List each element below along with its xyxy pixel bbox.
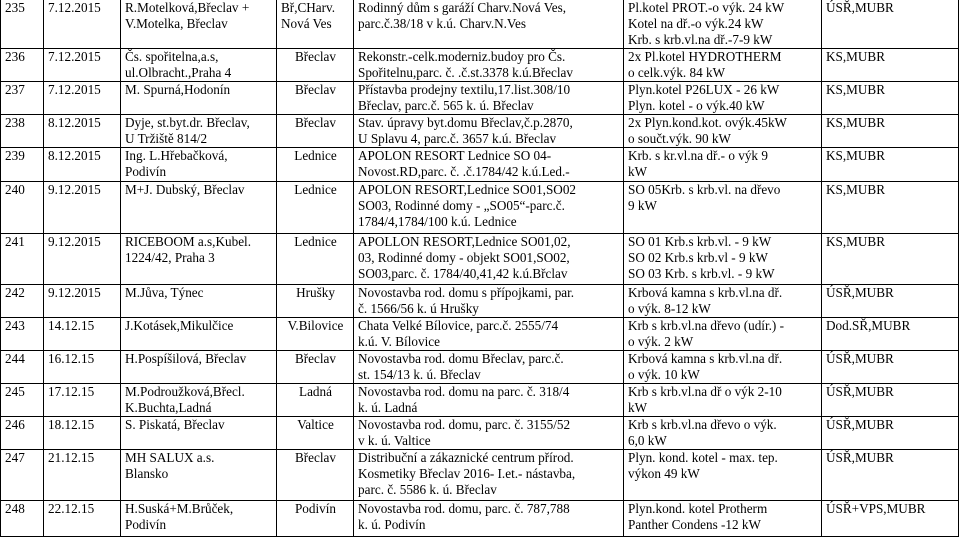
location-cell-line: Hrušky — [296, 285, 335, 300]
location-cell-line: Břeclav — [294, 351, 336, 366]
construction-cell-line: Distribuční a zákaznické centrum přírod. — [358, 450, 574, 465]
heat-source-cell — [624, 384, 822, 417]
record-number: 237 — [1, 82, 44, 115]
location-cell-line: Valtice — [297, 417, 334, 432]
heat-source-cell — [624, 148, 822, 182]
authority-cell: ÚSŘ,MUBR — [822, 450, 959, 501]
applicant-cell-line: 1224/42, Praha 3 — [125, 250, 215, 265]
heat-source-cell — [624, 450, 822, 501]
location-cell — [277, 501, 354, 537]
applicant-cell-line: M.Podroužková,Břecl. — [125, 384, 245, 399]
construction-cell — [354, 115, 624, 148]
table-row — [1, 115, 959, 148]
construction-cell — [354, 234, 624, 285]
construction-cell — [354, 182, 624, 234]
construction-cell-line: Přístavba prodejny textilu,17.list.308/10 — [358, 82, 571, 97]
applicant-cell-line: H.Suská+M.Brůček, — [125, 501, 234, 516]
table-row — [1, 351, 959, 384]
applicant-cell — [121, 182, 277, 234]
authority-cell: ÚSŘ,MUBR — [822, 417, 959, 450]
location-cell-line: Břeclav — [294, 450, 336, 465]
construction-cell-line: k. ú. Podivín — [358, 517, 426, 532]
heat-source-cell-line: SO 03 Krb. s krb.vl. - 9 kW — [628, 266, 775, 281]
construction-cell-line: Stav. úpravy byt.domu Břeclav,č.p.2870, — [358, 115, 573, 130]
table-row — [1, 234, 959, 285]
record-number: 241 — [1, 234, 44, 285]
location-cell — [277, 82, 354, 115]
applicant-cell-line: RICEBOOM a.s,Kubel. — [125, 234, 252, 249]
location-cell — [277, 351, 354, 384]
applicant-cell — [121, 234, 277, 285]
record-number: 245 — [1, 384, 44, 417]
location-cell-line: Podivín — [294, 501, 337, 516]
location-cell-line: Břeclav — [294, 49, 336, 64]
table-row — [1, 182, 959, 234]
applicant-cell-line: S. Piskatá, Břeclav — [125, 417, 225, 432]
heat-source-cell-line: Krbová kamna s krb.vl.na dř. — [628, 285, 783, 300]
location-cell — [277, 148, 354, 182]
applicant-cell-line: V.Motelka, Břeclav — [125, 16, 228, 31]
location-cell-line: Lednice — [294, 182, 337, 197]
heat-source-cell-line: Plyn.kotel P26LUX - 26 kW — [628, 82, 780, 97]
record-date: 18.12.15 — [44, 417, 121, 450]
applicant-cell-line: R.Motelková,Břeclav + — [125, 0, 250, 15]
construction-cell — [354, 82, 624, 115]
construction-cell-line: Spořitelnu,parc. č. .č.st.3378 k.ú.Břeclav — [358, 65, 573, 80]
applicant-cell-line: J.Kotásek,Mikulčice — [125, 318, 234, 333]
authority-cell: KS,MUBR — [822, 234, 959, 285]
construction-cell-line: 1784/4,1784/100 k.ú. Lednice — [358, 214, 517, 229]
heat-source-cell-line: SO 05Krb. s krb.vl. na dřevo — [628, 182, 781, 197]
heat-source-cell-line: výkon 49 kW — [628, 466, 700, 481]
record-number: 243 — [1, 318, 44, 351]
record-number: 247 — [1, 450, 44, 501]
construction-cell — [354, 0, 624, 49]
applicant-cell-line: M+J. Dubský, Břeclav — [125, 182, 245, 197]
location-cell — [277, 417, 354, 450]
record-number: 235 — [1, 0, 44, 49]
construction-cell-line: Rodinný dům s garáží Charv.Nová Ves, — [358, 0, 567, 15]
location-cell-line: Nová Ves — [281, 16, 332, 31]
heat-source-cell-line: kW — [628, 400, 648, 415]
construction-cell — [354, 49, 624, 82]
heat-source-cell-line: o výk. 10 kW — [628, 367, 700, 382]
location-cell — [277, 49, 354, 82]
applicant-cell-line: K.Buchta,Ladná — [125, 400, 212, 415]
applicant-cell-line: H.Pospíšilová, Břeclav — [125, 351, 247, 366]
construction-cell — [354, 285, 624, 318]
heat-source-cell — [624, 0, 822, 49]
authority-cell: ÚSŘ,MUBR — [822, 0, 959, 49]
construction-cell-line: SO03,parc. č. 1784/40,41,42 k.ú.Břclav — [358, 266, 568, 281]
table-row — [1, 384, 959, 417]
construction-cell — [354, 417, 624, 450]
construction-cell-line: SO03, Rodinné domy - „SO05“-parc.č. — [358, 198, 565, 213]
construction-cell-line: k. ú. Ladná — [358, 400, 418, 415]
heat-source-cell-line: Krb s krb.vl.na dřevo (udír.) - — [628, 318, 785, 333]
construction-cell-line: st. 154/13 k. ú. Břeclav — [358, 367, 481, 382]
construction-cell-line: Kosmetiky Břeclav 2016- I.et.- nástavba, — [358, 466, 576, 481]
applicant-cell-line: M. Spurná,Hodonín — [125, 82, 231, 97]
construction-cell-line: Novostavba rod. domu, parc. č. 787,788 — [358, 501, 570, 516]
location-cell-line: Lednice — [294, 148, 337, 163]
record-date: 22.12.15 — [44, 501, 121, 537]
heat-source-cell — [624, 351, 822, 384]
heat-source-cell-line: 2x Plyn.kond.kot. ovýk.45kW — [628, 115, 787, 130]
heat-source-cell — [624, 318, 822, 351]
heat-source-cell — [624, 501, 822, 537]
heat-source-cell-line: Krbová kamna s krb.vl.na dř. — [628, 351, 783, 366]
applicant-cell — [121, 0, 277, 49]
heat-source-cell-line: Krb. s kr.vl.na dř.- o výk 9 — [628, 148, 768, 163]
location-cell — [277, 384, 354, 417]
applicant-cell-line: ul.Olbracht.,Praha 4 — [125, 65, 232, 80]
heat-source-cell-line: SO 01 Krb.s krb.vl. - 9 kW — [628, 234, 772, 249]
heat-source-cell-line: Krb. s krb.vl.na dř.-7-9 kW — [628, 32, 773, 47]
location-cell-line: Bř,CHarv. — [281, 0, 336, 15]
construction-cell — [354, 450, 624, 501]
construction-cell-line: Novostavba rod. domu Břeclav, parc.č. — [358, 351, 564, 366]
applicant-cell-line: Blansko — [125, 466, 169, 481]
construction-cell — [354, 384, 624, 417]
heat-source-cell-line: Pl.kotel PROT.-o výk. 24 kW — [628, 0, 785, 15]
heat-source-cell-line: SO 02 Krb.s krb.vl - 9 kW — [628, 250, 768, 265]
construction-cell-line: U Splavu 4, parc.č. 3657 k.ú. Břeclav — [358, 131, 557, 146]
heat-source-cell-line: Krb s krb.vl.na dřevo o výk. — [628, 417, 777, 432]
applicant-cell — [121, 285, 277, 318]
authority-cell: ÚSŘ,MUBR — [822, 351, 959, 384]
heat-source-cell-line: Plyn.kond. kotel Protherm — [628, 501, 768, 516]
applicant-cell — [121, 501, 277, 537]
applicant-cell — [121, 82, 277, 115]
applicant-cell — [121, 384, 277, 417]
authority-cell: ÚSŘ,MUBR — [822, 384, 959, 417]
construction-cell-line: APOLON RESORT Lednice SO 04- — [358, 148, 552, 163]
table-row — [1, 148, 959, 182]
record-date: 7.12.2015 — [44, 82, 121, 115]
construction-cell-line: Novostavba rod. domu na parc. č. 318/4 — [358, 384, 570, 399]
heat-source-cell — [624, 182, 822, 234]
construction-cell — [354, 148, 624, 182]
applicant-cell — [121, 115, 277, 148]
authority-cell: Dod.SŘ,MUBR — [822, 318, 959, 351]
construction-cell-line: parc.č.38/18 v k.ú. Charv.N.Ves — [358, 16, 526, 31]
applicant-cell — [121, 417, 277, 450]
record-number: 240 — [1, 182, 44, 234]
location-cell — [277, 0, 354, 49]
heat-source-cell-line: Plyn. kond. kotel - max. tep. — [628, 450, 778, 465]
heat-source-cell — [624, 49, 822, 82]
construction-cell-line: Chata Velké Bílovice, parc.č. 2555/74 — [358, 318, 559, 333]
record-date: 17.12.15 — [44, 384, 121, 417]
applicant-cell-line: Podivín — [125, 164, 167, 179]
heat-source-cell — [624, 285, 822, 318]
applicant-cell-line: Čs. spořitelna,a.s, — [125, 49, 219, 64]
record-date: 8.12.2015 — [44, 148, 121, 182]
construction-cell — [354, 501, 624, 537]
construction-cell-line: 03, Rodinné domy - objekt SO01,SO02, — [358, 250, 570, 265]
location-cell-line: Ladná — [299, 384, 332, 399]
construction-cell — [354, 351, 624, 384]
record-date: 9.12.2015 — [44, 182, 121, 234]
heat-source-cell-line: o celk.výk. 84 kW — [628, 65, 726, 80]
authority-cell: KS,MUBR — [822, 82, 959, 115]
location-cell-line: V.Bilovice — [287, 318, 344, 333]
record-date: 9.12.2015 — [44, 234, 121, 285]
table-row — [1, 285, 959, 318]
heat-source-cell-line: o součt.výk. 90 kW — [628, 131, 731, 146]
applicant-cell-line: U Tržiště 814/2 — [125, 131, 208, 146]
heat-source-cell — [624, 417, 822, 450]
applicant-cell — [121, 351, 277, 384]
table-row — [1, 0, 959, 49]
authority-cell: KS,MUBR — [822, 115, 959, 148]
applicant-cell — [121, 318, 277, 351]
construction-cell-line: Novost.RD,parc. č. .č.1784/42 k.ú.Led.- — [358, 164, 570, 179]
record-date: 8.12.2015 — [44, 115, 121, 148]
record-date: 7.12.2015 — [44, 49, 121, 82]
location-cell-line: Břeclav — [294, 115, 336, 130]
applicant-cell-line: Ing. L.Hřebačková, — [125, 148, 228, 163]
heat-source-cell-line: Krb s krb.vl.na dř o výk 2-10 — [628, 384, 782, 399]
heat-source-cell-line: 2x Pl.kotel HYDROTHERM — [628, 49, 782, 64]
construction-cell-line: Novostavba rod. domu, parc. č. 3155/52 — [358, 417, 571, 432]
applicant-cell-line: Dyje, st.byt.dr. Břeclav, — [125, 115, 250, 130]
authority-cell: KS,MUBR — [822, 148, 959, 182]
record-number: 248 — [1, 501, 44, 537]
table-row — [1, 49, 959, 82]
construction-cell-line: v k. ú. Valtice — [358, 433, 431, 448]
record-number: 239 — [1, 148, 44, 182]
location-cell — [277, 115, 354, 148]
construction-cell-line: Novostavba rod. domu s přípojkami, par. — [358, 285, 575, 300]
table-row — [1, 417, 959, 450]
authority-cell: ÚSŘ+VPS,MUBR — [822, 501, 959, 537]
heat-source-cell-line: o výk. 8-12 kW — [628, 301, 711, 316]
authority-cell: KS,MUBR — [822, 182, 959, 234]
applicant-cell-line: M.Jůva, Týnec — [125, 285, 204, 300]
construction-cell-line: k.ú. V. Bílovice — [358, 334, 440, 349]
record-date: 7.12.2015 — [44, 0, 121, 49]
heat-source-cell-line: Kotel na dř.-o výk.24 kW — [628, 16, 764, 31]
table-row — [1, 501, 959, 537]
applicant-cell-line: Podivín — [125, 517, 167, 532]
location-cell — [277, 450, 354, 501]
location-cell-line: Břeclav — [294, 82, 336, 97]
construction-cell-line: Břeclav, parc.č. 565 k. ú. Břeclav — [358, 98, 534, 113]
heat-source-cell-line: Plyn. kotel - o výk.40 kW — [628, 98, 765, 113]
construction-cell — [354, 318, 624, 351]
heat-source-cell-line: kW — [628, 164, 648, 179]
heat-source-cell-line: 9 kW — [628, 198, 657, 213]
record-date: 9.12.2015 — [44, 285, 121, 318]
record-number: 238 — [1, 115, 44, 148]
location-cell — [277, 318, 354, 351]
heat-source-cell-line: Panther Condens -12 kW — [628, 517, 761, 532]
record-number: 246 — [1, 417, 44, 450]
heat-source-cell-line: o výk. 2 kW — [628, 334, 694, 349]
location-cell-line: Lednice — [294, 234, 337, 249]
authority-cell: ÚSŘ,MUBR — [822, 285, 959, 318]
location-cell — [277, 285, 354, 318]
authority-cell: KS,MUBR — [822, 49, 959, 82]
record-number: 242 — [1, 285, 44, 318]
applicant-cell — [121, 148, 277, 182]
table-row — [1, 450, 959, 501]
record-date: 21.12.15 — [44, 450, 121, 501]
table-row — [1, 82, 959, 115]
applicant-cell — [121, 49, 277, 82]
record-date: 14.12.15 — [44, 318, 121, 351]
heat-source-cell — [624, 82, 822, 115]
applicant-cell-line: MH SALUX a.s. — [125, 450, 215, 465]
heat-source-cell — [624, 234, 822, 285]
construction-cell-line: APOLON RESORT,Lednice SO01,SO02 — [358, 182, 577, 197]
location-cell — [277, 182, 354, 234]
record-number: 236 — [1, 49, 44, 82]
table-row — [1, 318, 959, 351]
construction-cell-line: č. 1566/56 k. ú Hrušky — [358, 301, 479, 316]
heat-source-cell-line: 6,0 kW — [628, 433, 667, 448]
heat-source-cell — [624, 115, 822, 148]
construction-cell-line: APOLLON RESORT,Lednice SO01,02, — [358, 234, 571, 249]
applicant-cell — [121, 450, 277, 501]
location-cell — [277, 234, 354, 285]
construction-cell-line: Rekonstr.-celk.moderniz.budoy pro Čs. — [358, 49, 566, 64]
record-number: 244 — [1, 351, 44, 384]
construction-cell-line: parc. č. 5586 k. ú. Břeclav — [358, 482, 497, 497]
record-date: 16.12.15 — [44, 351, 121, 384]
